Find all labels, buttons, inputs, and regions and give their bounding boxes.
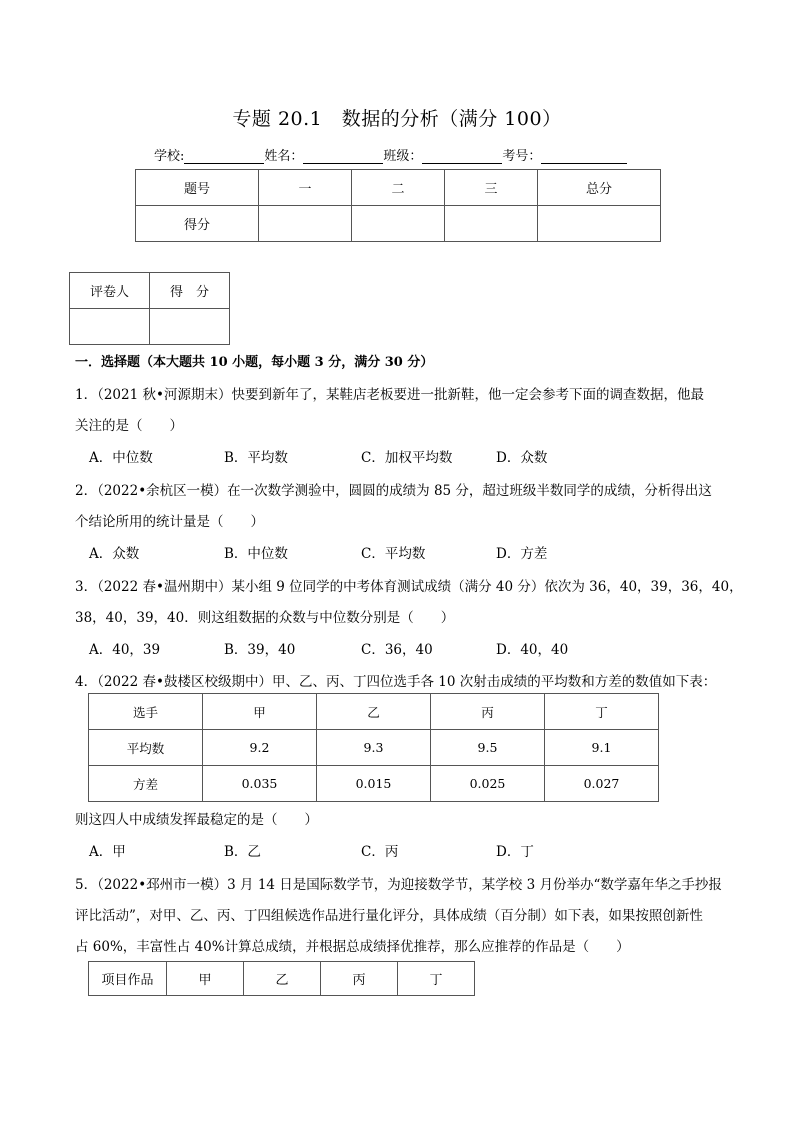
score-header-cell: 二 (352, 170, 445, 206)
q4-data-table (88, 693, 659, 802)
question-5-text-cont: 评比活动”，对甲、乙、丙、丁四组候选作品进行量化评分，具体成绩（百分制）如下表，如果按照创新性 (75, 908, 703, 924)
table-cell: 9.1 (545, 730, 659, 766)
table-header-row (89, 694, 659, 730)
table-header-cell: 乙 (317, 694, 431, 730)
table-header-cell: 丁 (545, 694, 659, 730)
table-header-row (89, 962, 475, 996)
grader-table (69, 272, 230, 345)
table-cell: 9.2 (203, 730, 317, 766)
q2-option-d[interactable]: D．方差 (496, 546, 548, 562)
grader-label: 评卷人 (70, 273, 150, 309)
table-header-cell: 丁 (398, 962, 475, 996)
exam-no-blank[interactable] (541, 148, 627, 164)
class-label: 班级： (383, 149, 423, 164)
table-header-cell: 项目作品 (89, 962, 167, 996)
table-header-cell: 丙 (321, 962, 398, 996)
exam-no-label: 考号： (502, 149, 542, 164)
table-row (89, 730, 659, 766)
class-blank[interactable] (422, 148, 502, 164)
q1-option-c[interactable]: C．加权平均数 (361, 450, 453, 466)
q2-option-c[interactable]: C．平均数 (361, 546, 426, 562)
question-1-text: 1．（2021 秋•河源期末）快要到新年了，某鞋店老板要进一批新鞋，他一定会参考下面的调查数据，他最 (75, 387, 704, 403)
grader-score-label: 得 分 (150, 273, 230, 309)
q2-option-b[interactable]: B．中位数 (224, 546, 288, 562)
table-cell: 9.3 (317, 730, 431, 766)
q3-option-d[interactable]: D．40，40 (496, 642, 569, 658)
q1-option-b[interactable]: B．平均数 (224, 450, 288, 466)
q4-option-b[interactable]: B．乙 (224, 844, 261, 860)
student-info-line (154, 145, 627, 164)
question-5-text-cont2: 占 60%，丰富性占 40%计算总成绩，并根据总成绩择优推荐，那么应推荐的作品是（ ） (75, 939, 630, 955)
q4-option-d[interactable]: D．丁 (496, 844, 534, 860)
question-1-text-cont: 关注的是（ ） (75, 418, 183, 434)
q5-data-table (88, 961, 475, 996)
question-2-text-cont: 个结论所用的统计量是（ ） (75, 514, 264, 530)
table-header-cell: 甲 (167, 962, 244, 996)
table-header-cell: 甲 (203, 694, 317, 730)
grader-cell[interactable] (70, 309, 150, 345)
name-blank[interactable] (303, 148, 383, 164)
q1-option-d[interactable]: D．众数 (496, 450, 548, 466)
table-cell: 0.015 (317, 766, 431, 802)
table-cell: 0.027 (545, 766, 659, 802)
school-label: 学校: (154, 149, 185, 164)
table-header-cell: 选手 (89, 694, 203, 730)
question-5-text: 5．（2022•邳州市一模）3 月 14 日是国际数学节，为迎接数学节，某学校 3 月份举办“数学嘉年华之手抄报 (75, 877, 722, 893)
grader-score-cell[interactable] (150, 309, 230, 345)
page-title: 专题 20.1 数据的分析（满分 100） (232, 108, 562, 130)
school-blank[interactable] (184, 148, 264, 164)
table-header-cell: 乙 (244, 962, 321, 996)
table-cell: 0.035 (203, 766, 317, 802)
score-cell[interactable] (538, 206, 661, 242)
question-3-text-cont: 38，40，39，40．则这组数据的众数与中位数分别是（ ） (75, 610, 455, 626)
score-table-row (136, 206, 661, 242)
name-label: 姓名： (264, 149, 304, 164)
score-cell[interactable] (259, 206, 352, 242)
q4-option-a[interactable]: A．甲 (89, 844, 126, 860)
q4-option-c[interactable]: C．丙 (361, 844, 399, 860)
question-4-text-cont: 则这四人中成绩发挥最稳定的是（ ） (75, 812, 318, 828)
score-row-label: 得分 (136, 206, 259, 242)
score-header-cell: 总分 (538, 170, 661, 206)
table-cell: 方差 (89, 766, 203, 802)
section-heading: 一．选择题（本大题共 10 小题，每小题 3 分，满分 30 分） (75, 355, 434, 370)
score-cell[interactable] (352, 206, 445, 242)
score-table (135, 169, 661, 242)
question-2-text: 2．（2022•余杭区一模）在一次数学测验中，圆圆的成绩为 85 分，超过班级半数同学的成绩，分析得出这 (75, 483, 712, 499)
q3-option-c[interactable]: C．36，40 (361, 642, 433, 658)
score-header-cell: 一 (259, 170, 352, 206)
table-cell: 平均数 (89, 730, 203, 766)
table-header-cell: 丙 (431, 694, 545, 730)
table-row (89, 766, 659, 802)
question-4-text: 4．（2022 春•鼓楼区校级期中）甲、乙、丙、丁四位选手各 10 次射击成绩的平均数和方差的数值如下表： (75, 674, 717, 690)
score-cell[interactable] (445, 206, 538, 242)
score-header-cell: 三 (445, 170, 538, 206)
table-cell: 9.5 (431, 730, 545, 766)
score-header-cell: 题号 (136, 170, 259, 206)
q3-option-a[interactable]: A．40，39 (89, 642, 161, 658)
question-3-text: 3．（2022 春•温州期中）某小组 9 位同学的中考体育测试成绩（满分 40 分）依次为 36，40，39，36，40， (75, 579, 743, 595)
q2-option-a[interactable]: A．众数 (89, 546, 140, 562)
q1-option-a[interactable]: A．中位数 (89, 450, 153, 466)
score-table-header-row (136, 170, 661, 206)
table-cell: 0.025 (431, 766, 545, 802)
q3-option-b[interactable]: B．39，40 (224, 642, 296, 658)
